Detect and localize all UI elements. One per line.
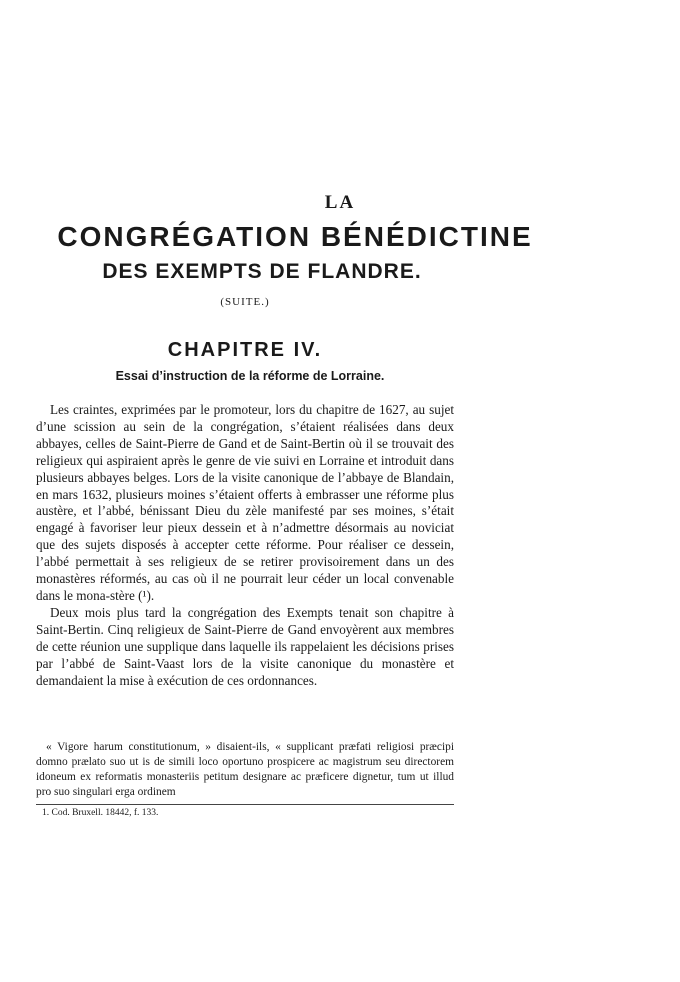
latin-quotation — [36, 740, 454, 800]
footnote-rule — [36, 804, 454, 805]
paragraph-1: Les craintes, exprimées par le promoteur, lors du chapitre de 1627, au sujet d’une scission au sein de la congrégation, s’étaient réalisées dans deux abbayes, celles de Saint-Pierre de Gand et de Saint-Bertin où il se trouvait des religieux qui aspiraient après le genre de vie suivi en Lorraine et introduit dans plusieurs abbayes belges. Lors de la visite canonique de l’abbaye de Blandain, en mars 1632, plusieurs moines s’étaient offerts à embrasser une réforme plus austère, et l’abbé, bénissant Dieu du zèle manifesté par ses moines, s’était engagé à favoriser leur pieux dessein et à n’admettre désormais au noviciat que des sujets disposés à accepter cette réforme. Pour réaliser ce dessein, l’abbé permettait à ses religieux de se retirer provisoirement dans un des monastères réformés, au cas où il ne pourrait leur céder un local convenable dans le mona-stère (¹). — [36, 402, 454, 603]
title-exempts: DES EXEMPTS DE FLANDRE. — [102, 260, 422, 283]
body-text — [36, 402, 454, 689]
chapter-subtitle: Essai d’instruction de la réforme de Lorraine. — [115, 369, 385, 383]
paragraph-2: Deux mois plus tard la congrégation des Exempts tenait son chapitre à Saint-Bertin. Cinq religieux de Saint-Pierre de Gand envoyèrent aux membres de cette réunion une supplique dans laquelle ils rappelaient les décisions prises par l’abbé de Saint-Vaast lors de la visite canonique du monastère et demandaient la mise à exécution de ces ordonnances. — [36, 604, 454, 688]
chapter-heading: CHAPITRE IV. — [167, 339, 323, 361]
quotation-text: « Vigore harum constitutionum, » disaient-ils, « supplicant præfati religiosi præcipi domno prælato suo ut is de simili loco oportuno prospicere ac magistrum seu directorem idoneum ex reformatis monasteriis petitum designare ac præficere dignetur, tum ut illud pro suo singulari erga ordinem — [36, 741, 454, 798]
title-suite: (SUITE.) — [220, 296, 270, 308]
title-line-la: LA — [324, 192, 356, 213]
footnote: 1. Cod. Bruxell. 18442, f. 133. — [42, 808, 159, 818]
title-congregation: CONGRÉGATION BÉNÉDICTINE — [57, 221, 533, 252]
